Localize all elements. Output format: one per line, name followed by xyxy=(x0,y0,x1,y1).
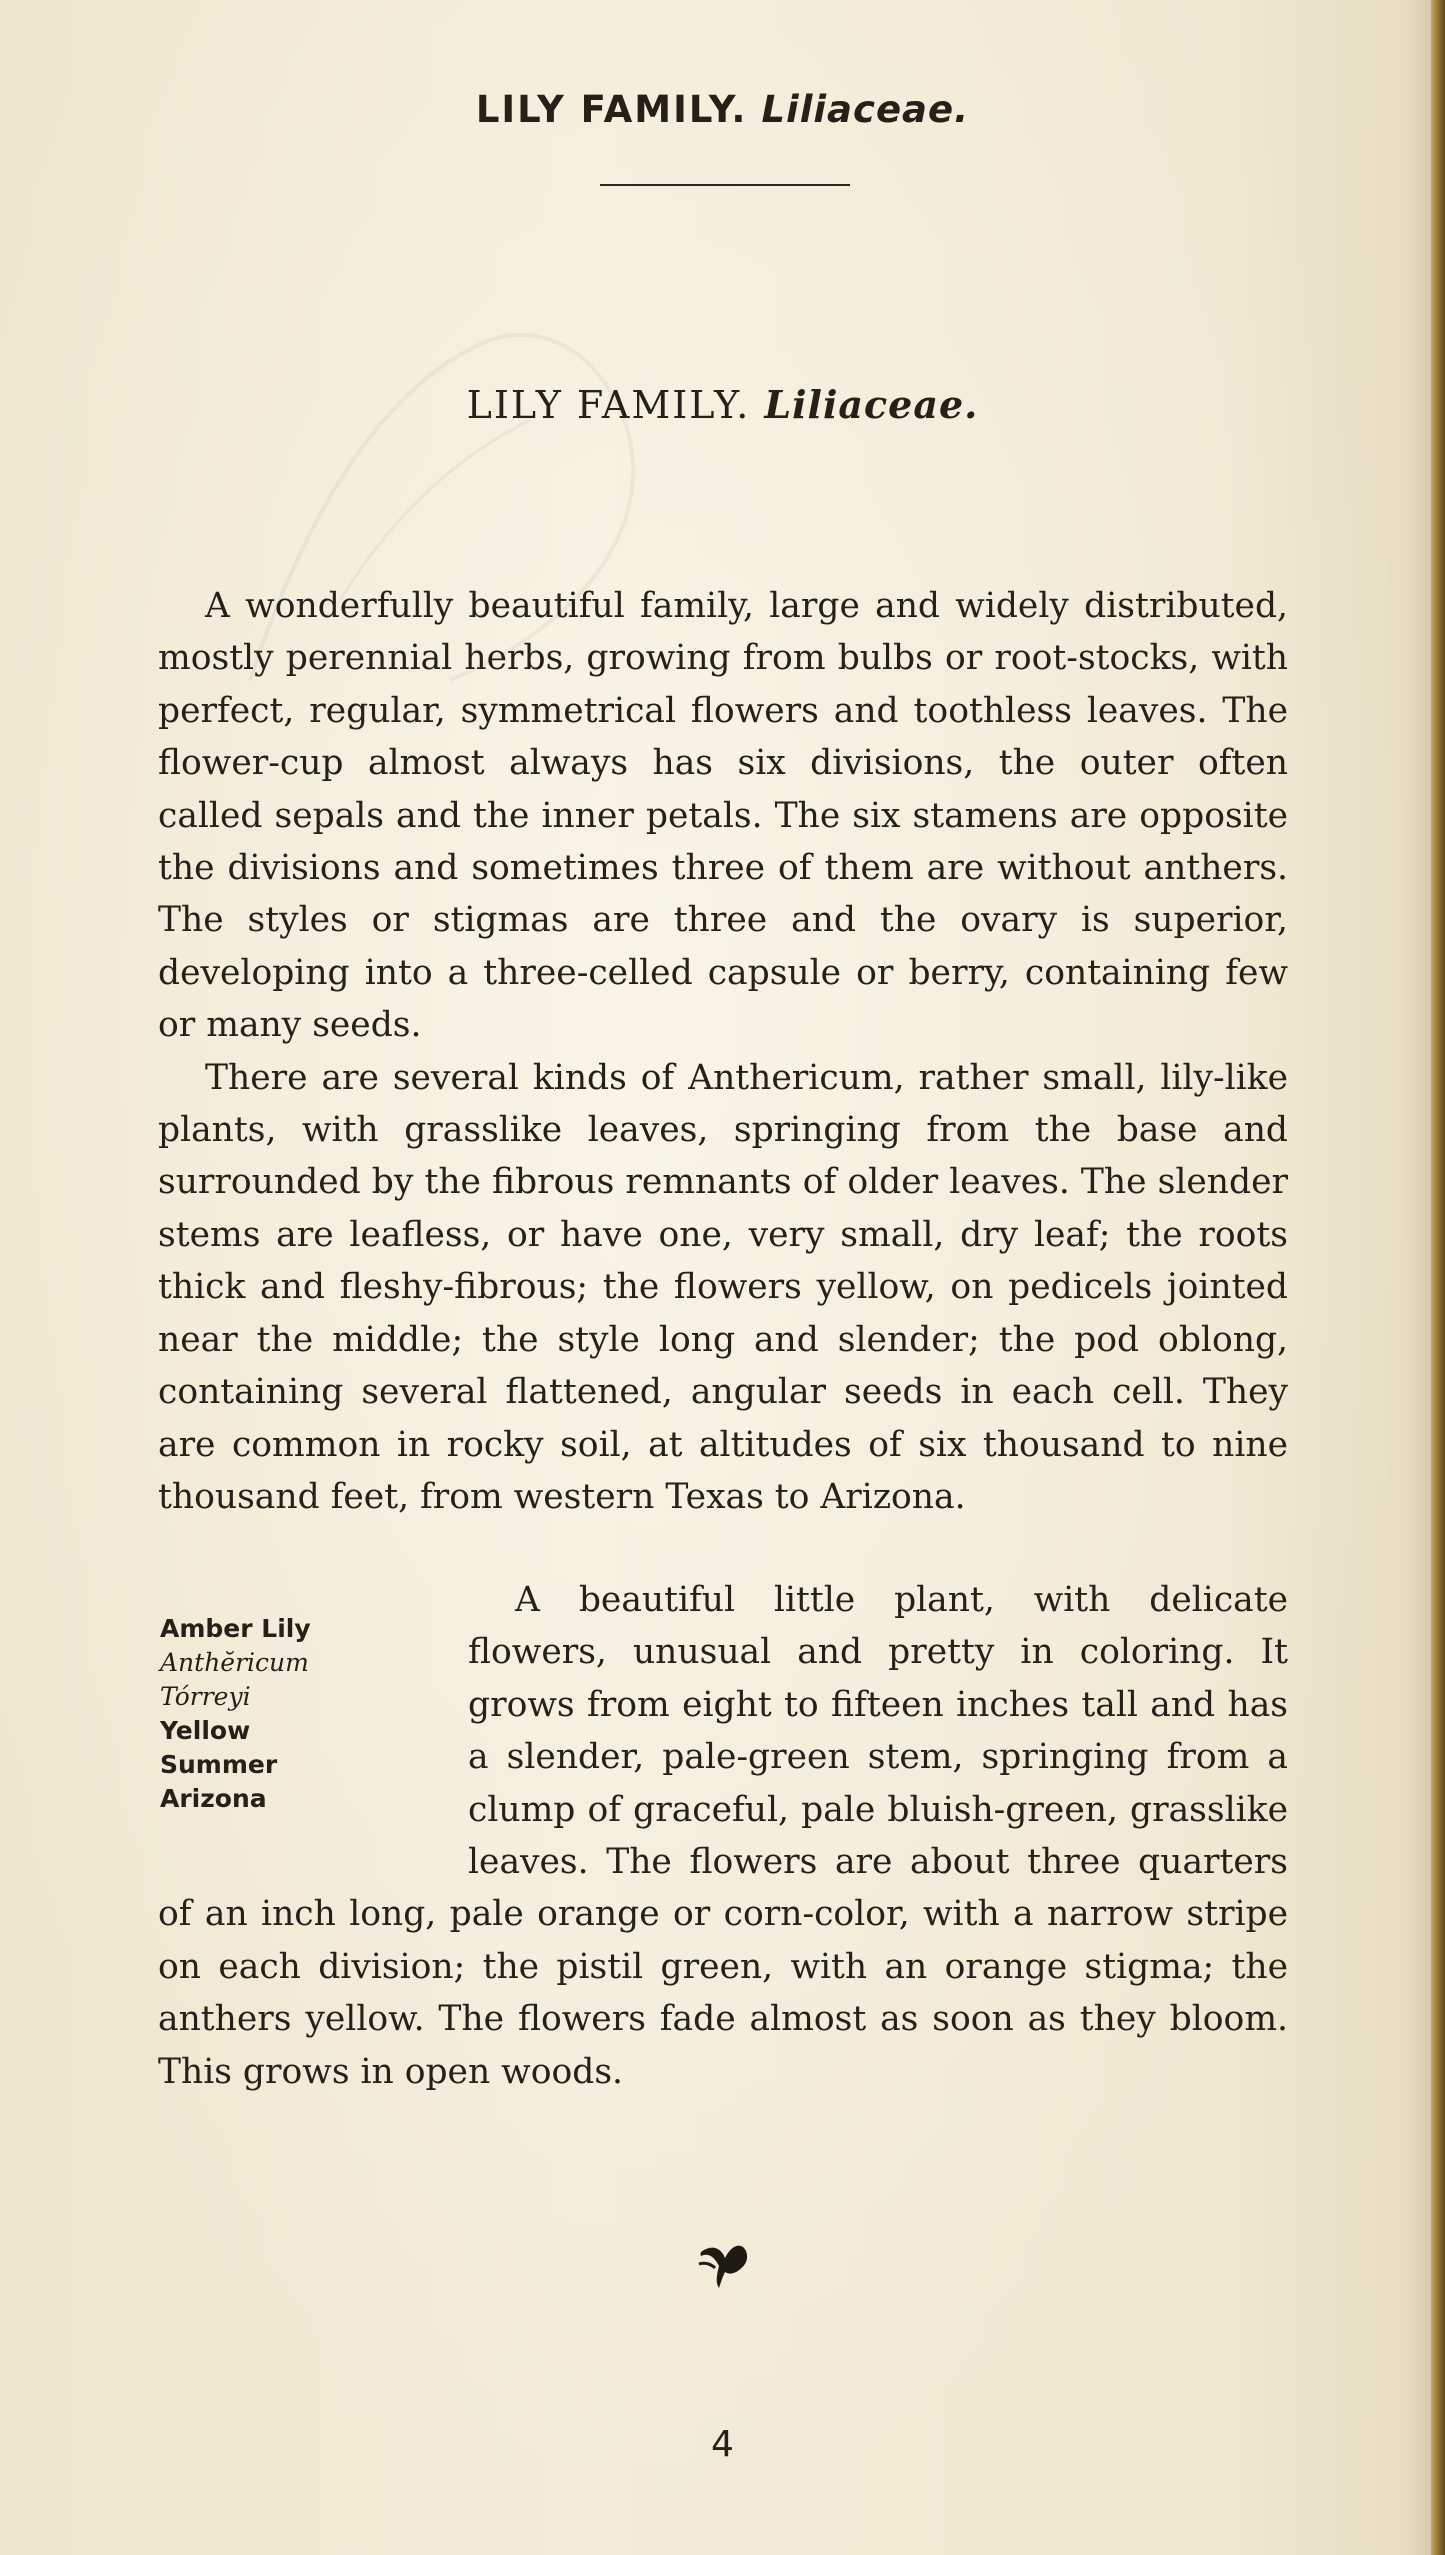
intro-paragraph: A wonderfully beautiful family, large and widely distributed, mostly perennial herbs, growing from bulbs or root-stocks, with perfect, regular, symmetrical flowers and toothless leaves. The flower-cup almost always has six divisions, the outer often called sepals and the inner petals. The six stamens are opposite the divisions and sometimes three of them are without anthers. The styles or stigmas are three and the ovary is superior, developing into a three-celled capsule or berry, containing few or many seeds. xyxy=(158,586,1288,1046)
page-number: 4 xyxy=(711,2424,734,2465)
section-title-latin: Liliaceae. xyxy=(764,382,979,427)
header-rule xyxy=(600,184,850,186)
intro-paragraph: There are several kinds of Anthericum, rather small, lily-like plants, with grasslike leaves, springing from the base and surrounded by the fibrous remnants of older leaves. The slender stems are leafless, or have one, very small, dry leaf; the roots thick and fleshy-fibrous; the flowers yellow, on pedicels jointed near the middle; the style long and slender; the pod oblong, containing several flattened, angular seeds in each cell. They are common in rocky soil, at altitudes of six thousand to nine thousand feet, from western Texas to Arizona. xyxy=(158,1057,1288,1517)
running-head-latin: Liliaceae. xyxy=(761,88,970,131)
sidenote-season: Summer xyxy=(160,1750,278,1779)
sidenote-species: Tórreyi xyxy=(160,1682,251,1711)
running-head-title: LILY FAMILY. xyxy=(475,88,748,131)
section-title xyxy=(0,382,1445,427)
sidenote-region: Arizona xyxy=(160,1784,267,1813)
sidenote-color: Yellow xyxy=(160,1716,251,1745)
leaf-ornament-icon xyxy=(695,2242,751,2290)
intro-text xyxy=(158,580,1288,1523)
sidenote-genus: Anthĕricum xyxy=(160,1648,309,1677)
sidenote-common-name: Amber Lily xyxy=(160,1614,311,1643)
species-sidenote xyxy=(160,1612,400,1816)
species-paragraph: A beautiful little plant, with delicate flowers, unusual and pretty in coloring. It grows from eight to fifteen inches tall and has a slender, pale-green stem, springing from a clump of graceful, pale bluish-green, grasslike leaves. The flowers are about three quarters of an inch long, pale orange or corn-color, with a narrow stripe on each division; the pistil green, with an orange stigma; the anthers yellow. The flowers fade almost as soon as they bloom. This grows in open woods. xyxy=(158,1580,1288,2092)
running-head xyxy=(0,88,1445,131)
section-title-text: LILY FAMILY. xyxy=(466,383,751,427)
